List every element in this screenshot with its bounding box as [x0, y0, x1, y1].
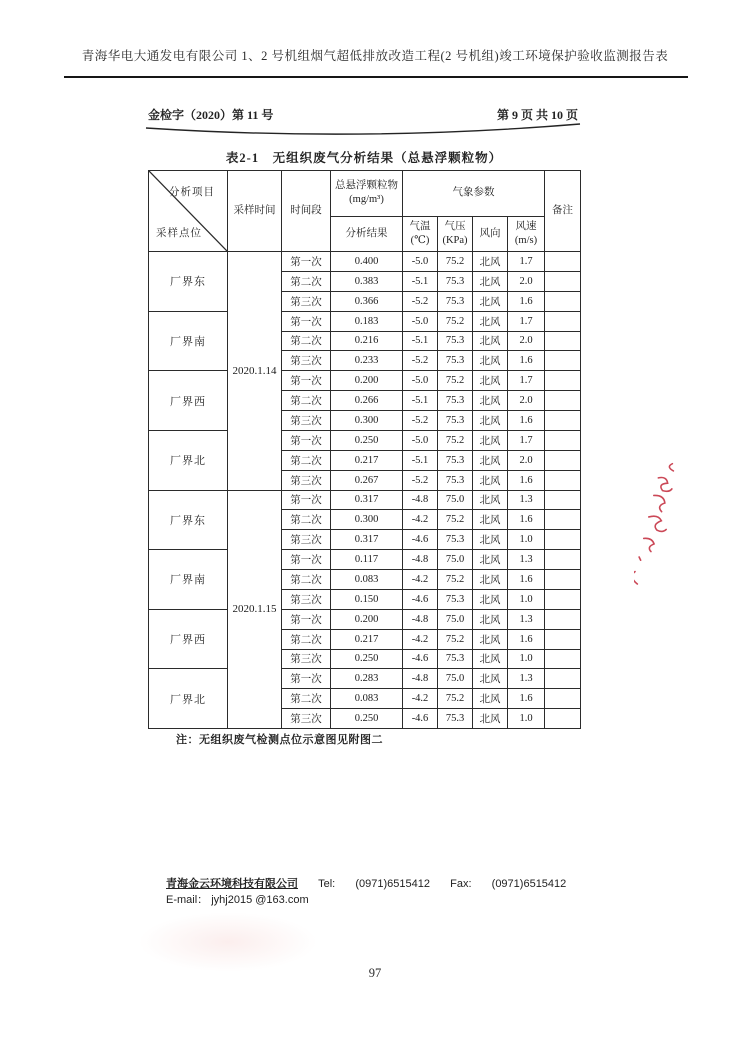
temp-cell: -4.2: [403, 689, 438, 709]
footer-email: jyhj2015 @163.com: [211, 894, 309, 906]
period-cell: 第一次: [282, 311, 331, 331]
red-ink-annotation: [634, 456, 678, 591]
sample-date-cell: 2020.1.14: [228, 252, 282, 491]
table-row: [149, 252, 581, 272]
temp-cell: -4.8: [403, 669, 438, 689]
footer-email-label: E-mail：: [166, 894, 209, 906]
wind-dir-cell: 北风: [473, 252, 508, 272]
pressure-cell: 75.0: [438, 550, 473, 570]
pressure-cell: 75.3: [438, 709, 473, 729]
wind-speed-cell: 1.0: [508, 589, 545, 609]
period-cell: 第二次: [282, 689, 331, 709]
temp-cell: -4.8: [403, 490, 438, 510]
header-pressure: [438, 216, 473, 251]
period-cell: 第二次: [282, 391, 331, 411]
wind-speed-cell: 2.0: [508, 391, 545, 411]
table-row: [149, 371, 581, 391]
remark-cell: [545, 411, 581, 431]
footer: [166, 876, 566, 908]
header-weather-params: 气象参数: [403, 171, 545, 217]
result-cell: 0.250: [331, 709, 403, 729]
wind-speed-cell: 1.6: [508, 351, 545, 371]
wind-dir-cell: 北风: [473, 490, 508, 510]
remark-cell: [545, 550, 581, 570]
header-tsp-unit: (mg/m³): [349, 194, 384, 206]
period-cell: 第一次: [282, 430, 331, 450]
period-cell: 第三次: [282, 351, 331, 371]
wind-speed-cell: 1.7: [508, 252, 545, 272]
location-cell: 厂界南: [149, 311, 228, 371]
temp-cell: -4.8: [403, 550, 438, 570]
table-row: [149, 311, 581, 331]
pressure-cell: 75.3: [438, 450, 473, 470]
wind-speed-cell: 1.0: [508, 530, 545, 550]
temp-cell: -4.2: [403, 570, 438, 590]
header-wind-speed: [508, 216, 545, 251]
location-cell: 厂界东: [149, 252, 228, 312]
header-remark: 备注: [545, 171, 581, 252]
document-title: 青海华电大通发电有限公司 1、2 号机组烟气超低排放改造工程(2 号机组)竣工环境保护验收监测报告表: [81, 49, 669, 63]
period-cell: 第一次: [282, 490, 331, 510]
wind-speed-cell: 2.0: [508, 450, 545, 470]
temp-cell: -5.2: [403, 351, 438, 371]
remark-cell: [545, 311, 581, 331]
header-wind-direction: 风向: [473, 216, 508, 251]
temp-cell: -5.0: [403, 371, 438, 391]
wind-dir-cell: 北风: [473, 470, 508, 490]
diagonal-header-cell: [149, 171, 228, 252]
remark-cell: [545, 570, 581, 590]
period-cell: 第二次: [282, 629, 331, 649]
wind-dir-cell: 北风: [473, 351, 508, 371]
remark-cell: [545, 589, 581, 609]
wind-dir-cell: 北风: [473, 709, 508, 729]
temp-cell: -5.0: [403, 252, 438, 272]
wind-dir-cell: 北风: [473, 689, 508, 709]
pressure-cell: 75.3: [438, 271, 473, 291]
wind-dir-cell: 北风: [473, 430, 508, 450]
remark-cell: [545, 629, 581, 649]
result-cell: 0.366: [331, 291, 403, 311]
result-cell: 0.216: [331, 331, 403, 351]
wind-speed-cell: 1.7: [508, 311, 545, 331]
result-cell: 0.083: [331, 689, 403, 709]
result-cell: 0.200: [331, 371, 403, 391]
header-sample-time: 采样时间: [228, 171, 282, 252]
wind-dir-cell: 北风: [473, 530, 508, 550]
temp-cell: -5.2: [403, 470, 438, 490]
page-info: 第 9 页 共 10 页: [496, 108, 578, 122]
remark-cell: [545, 470, 581, 490]
wind-speed-cell: 1.7: [508, 430, 545, 450]
wind-speed-cell: 1.3: [508, 609, 545, 629]
wind-speed-cell: 1.6: [508, 570, 545, 590]
wind-dir-cell: 北风: [473, 371, 508, 391]
header-temperature: [403, 216, 438, 251]
wind-speed-cell: 1.3: [508, 669, 545, 689]
case-number-line: [148, 106, 578, 123]
remark-cell: [545, 609, 581, 629]
temp-cell: -5.0: [403, 311, 438, 331]
table-title: 表2-1 无组织废气分析结果（总悬浮颗粒物）: [225, 151, 503, 165]
pressure-cell: 75.2: [438, 252, 473, 272]
temp-cell: -5.1: [403, 331, 438, 351]
sample-date-cell: 2020.1.15: [228, 490, 282, 729]
wind-dir-cell: 北风: [473, 510, 508, 530]
remark-cell: [545, 709, 581, 729]
header-pressure-label: 气压: [444, 220, 466, 232]
footer-tel: (0971)6515412: [355, 878, 430, 890]
wind-speed-cell: 1.0: [508, 649, 545, 669]
temp-cell: -5.1: [403, 450, 438, 470]
period-cell: 第二次: [282, 510, 331, 530]
temp-cell: -5.0: [403, 430, 438, 450]
temp-cell: -5.2: [403, 411, 438, 431]
remark-cell: [545, 252, 581, 272]
temp-cell: -4.6: [403, 649, 438, 669]
result-cell: 0.250: [331, 649, 403, 669]
table-note: 注：无组织废气检测点位示意图见附图二: [176, 734, 383, 746]
remark-cell: [545, 271, 581, 291]
wind-speed-cell: 1.6: [508, 291, 545, 311]
footer-fax: (0971)6515412: [491, 878, 567, 890]
analysis-table-body: [149, 252, 581, 729]
result-cell: 0.383: [331, 271, 403, 291]
period-cell: 第一次: [282, 550, 331, 570]
wind-speed-cell: 2.0: [508, 331, 545, 351]
temp-cell: -4.2: [403, 510, 438, 530]
remark-cell: [545, 430, 581, 450]
footer-tel-label: Tel:: [318, 878, 336, 890]
analysis-table: [148, 170, 581, 729]
remark-cell: [545, 371, 581, 391]
pressure-cell: 75.3: [438, 470, 473, 490]
header-rule: [64, 76, 688, 78]
header-pressure-unit: (KPa): [442, 234, 468, 246]
wind-speed-cell: 1.3: [508, 490, 545, 510]
scan-smudge-artifact: [138, 912, 318, 972]
result-cell: 0.266: [331, 391, 403, 411]
result-cell: 0.200: [331, 609, 403, 629]
period-cell: 第二次: [282, 271, 331, 291]
period-cell: 第三次: [282, 470, 331, 490]
header-temp-unit: (℃): [410, 234, 430, 246]
wind-speed-cell: 2.0: [508, 271, 545, 291]
result-cell: 0.150: [331, 589, 403, 609]
wind-dir-cell: 北风: [473, 609, 508, 629]
pressure-cell: 75.3: [438, 331, 473, 351]
period-cell: 第三次: [282, 589, 331, 609]
wind-dir-cell: 北风: [473, 550, 508, 570]
pressure-cell: 75.2: [438, 570, 473, 590]
location-cell: 厂界北: [149, 669, 228, 729]
wind-dir-cell: 北风: [473, 331, 508, 351]
header-sample-point: 采样点位: [156, 228, 202, 239]
header-temp-label: 气温: [409, 220, 431, 232]
header-row-1: [149, 171, 581, 217]
remark-cell: [545, 351, 581, 371]
result-cell: 0.117: [331, 550, 403, 570]
result-cell: 0.217: [331, 450, 403, 470]
wind-speed-cell: 1.6: [508, 470, 545, 490]
pressure-cell: 75.3: [438, 649, 473, 669]
remark-cell: [545, 530, 581, 550]
pressure-cell: 75.2: [438, 371, 473, 391]
result-cell: 0.083: [331, 570, 403, 590]
period-cell: 第一次: [282, 609, 331, 629]
wind-speed-cell: 1.6: [508, 411, 545, 431]
header-wind-speed-unit: (m/s): [514, 234, 538, 246]
wind-dir-cell: 北风: [473, 391, 508, 411]
remark-cell: [545, 391, 581, 411]
pressure-cell: 75.2: [438, 430, 473, 450]
wind-dir-cell: 北风: [473, 629, 508, 649]
header-analysis-item: 分析项目: [169, 187, 215, 198]
wind-dir-cell: 北风: [473, 589, 508, 609]
result-cell: 0.183: [331, 311, 403, 331]
period-cell: 第三次: [282, 530, 331, 550]
result-cell: 0.233: [331, 351, 403, 371]
result-cell: 0.400: [331, 252, 403, 272]
pressure-cell: 75.0: [438, 669, 473, 689]
remark-cell: [545, 490, 581, 510]
location-cell: 厂界南: [149, 550, 228, 610]
header-tsp-name: 总悬浮颗粒物: [335, 180, 398, 192]
location-cell: 厂界西: [149, 371, 228, 431]
table-row: [149, 669, 581, 689]
wind-speed-cell: 1.7: [508, 371, 545, 391]
remark-cell: [545, 510, 581, 530]
result-cell: 0.250: [331, 430, 403, 450]
pressure-cell: 75.2: [438, 510, 473, 530]
result-cell: 0.317: [331, 490, 403, 510]
footer-fax-label: Fax:: [450, 878, 472, 890]
footer-email-line: [166, 892, 566, 908]
pressure-cell: 75.3: [438, 530, 473, 550]
temp-cell: -5.1: [403, 271, 438, 291]
header-period: 时间段: [282, 171, 331, 252]
period-cell: 第三次: [282, 649, 331, 669]
curved-rule: [144, 122, 582, 142]
remark-cell: [545, 669, 581, 689]
footer-company: 青海金云环境科技有限公司: [166, 878, 298, 890]
temp-cell: -5.1: [403, 391, 438, 411]
pressure-cell: 75.2: [438, 629, 473, 649]
pressure-cell: 75.2: [438, 311, 473, 331]
remark-cell: [545, 450, 581, 470]
wind-dir-cell: 北风: [473, 271, 508, 291]
period-cell: 第一次: [282, 669, 331, 689]
footer-contact-line: [166, 876, 566, 892]
wind-speed-cell: 1.6: [508, 510, 545, 530]
remark-cell: [545, 689, 581, 709]
pressure-cell: 75.0: [438, 609, 473, 629]
wind-dir-cell: 北风: [473, 649, 508, 669]
table-row: [149, 430, 581, 450]
result-cell: 0.317: [331, 530, 403, 550]
temp-cell: -5.2: [403, 291, 438, 311]
period-cell: 第二次: [282, 570, 331, 590]
pressure-cell: 75.3: [438, 391, 473, 411]
period-cell: 第一次: [282, 252, 331, 272]
period-cell: 第三次: [282, 709, 331, 729]
table-row: [149, 550, 581, 570]
period-cell: 第二次: [282, 450, 331, 470]
period-cell: 第二次: [282, 331, 331, 351]
period-cell: 第一次: [282, 371, 331, 391]
temp-cell: -4.8: [403, 609, 438, 629]
table-row: [149, 490, 581, 510]
wind-dir-cell: 北风: [473, 669, 508, 689]
pressure-cell: 75.3: [438, 291, 473, 311]
pressure-cell: 75.2: [438, 689, 473, 709]
temp-cell: -4.6: [403, 589, 438, 609]
pressure-cell: 75.0: [438, 490, 473, 510]
pressure-cell: 75.3: [438, 411, 473, 431]
header-tsp: [331, 171, 403, 217]
location-cell: 厂界北: [149, 430, 228, 490]
header-wind-speed-label: 风速: [515, 220, 537, 232]
location-cell: 厂界东: [149, 490, 228, 550]
result-cell: 0.217: [331, 629, 403, 649]
wind-speed-cell: 1.6: [508, 629, 545, 649]
wind-speed-cell: 1.3: [508, 550, 545, 570]
wind-dir-cell: 北风: [473, 291, 508, 311]
result-cell: 0.283: [331, 669, 403, 689]
remark-cell: [545, 291, 581, 311]
pressure-cell: 75.3: [438, 589, 473, 609]
remark-cell: [545, 331, 581, 351]
wind-speed-cell: 1.6: [508, 689, 545, 709]
period-cell: 第三次: [282, 291, 331, 311]
period-cell: 第三次: [282, 411, 331, 431]
temp-cell: -4.2: [403, 629, 438, 649]
remark-cell: [545, 649, 581, 669]
temp-cell: -4.6: [403, 709, 438, 729]
wind-dir-cell: 北风: [473, 411, 508, 431]
header-analysis-result: 分析结果: [331, 216, 403, 251]
result-cell: 0.300: [331, 510, 403, 530]
case-number: 金检字（2020）第 11 号: [148, 108, 274, 122]
page-number: 97: [368, 966, 382, 980]
wind-dir-cell: 北风: [473, 311, 508, 331]
temp-cell: -4.6: [403, 530, 438, 550]
result-cell: 0.267: [331, 470, 403, 490]
table-row: [149, 609, 581, 629]
wind-dir-cell: 北风: [473, 570, 508, 590]
wind-dir-cell: 北风: [473, 450, 508, 470]
wind-speed-cell: 1.0: [508, 709, 545, 729]
location-cell: 厂界西: [149, 609, 228, 669]
result-cell: 0.300: [331, 411, 403, 431]
pressure-cell: 75.3: [438, 351, 473, 371]
